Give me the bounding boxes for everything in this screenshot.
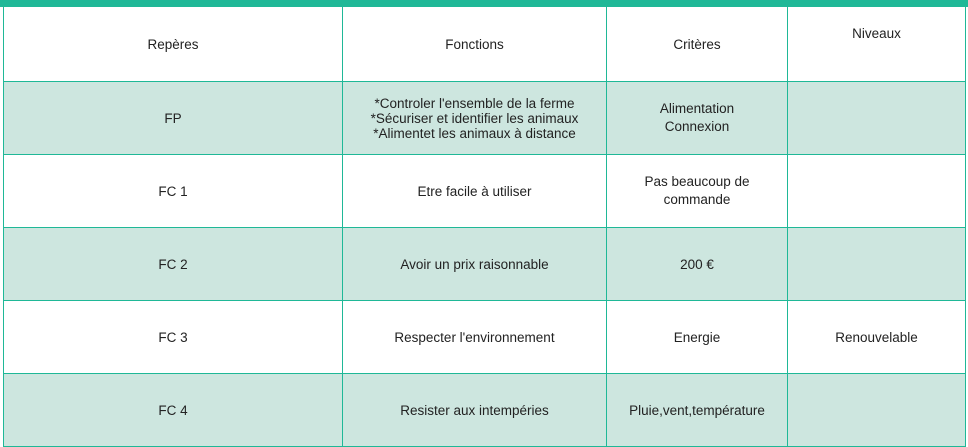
table-row [4, 82, 966, 155]
header-reperes: Repères [4, 7, 343, 82]
fonction-line: *Alimentet les animaux à distance [373, 125, 576, 141]
cell-criteres: Energie [607, 301, 788, 374]
cell-niveau: Renouvelable [788, 301, 966, 374]
cell-niveau [788, 155, 966, 228]
cell-repere: FC 2 [4, 228, 343, 301]
cell-criteres [607, 82, 788, 155]
cell-niveau [788, 82, 966, 155]
header-fonctions: Fonctions [343, 7, 607, 82]
table-row [4, 155, 966, 228]
cell-fonctions: Resister aux intempéries [343, 374, 607, 447]
table-row [4, 301, 966, 374]
cell-niveau [788, 228, 966, 301]
functional-spec-table [3, 6, 966, 447]
critere-line: commande [663, 192, 731, 207]
cell-repere: FP [4, 82, 343, 155]
cell-criteres [607, 155, 788, 228]
fonction-line: *Controler l'ensemble de la ferme [374, 95, 575, 111]
header-niveaux: Niveaux [788, 7, 966, 82]
fonction-line: *Sécuriser et identifier les animaux [370, 110, 579, 126]
critere-line: Connexion [664, 119, 730, 134]
table-row [4, 374, 966, 447]
cell-niveau [788, 374, 966, 447]
cell-criteres: Pluie,vent,température [607, 374, 788, 447]
cell-fonctions: Etre facile à utiliser [343, 155, 607, 228]
cell-criteres: 200 € [607, 228, 788, 301]
cell-fonctions: Respecter l'environnement [343, 301, 607, 374]
critere-line: Pas beaucoup de [644, 174, 750, 189]
cell-fonctions: Avoir un prix raisonnable [343, 228, 607, 301]
table-header-row [4, 7, 966, 82]
cell-repere: FC 4 [4, 374, 343, 447]
table-row [4, 228, 966, 301]
critere-line: Alimentation [659, 101, 735, 116]
cell-fonctions [343, 82, 607, 155]
header-criteres: Critères [607, 7, 788, 82]
cell-repere: FC 1 [4, 155, 343, 228]
cell-repere: FC 3 [4, 301, 343, 374]
